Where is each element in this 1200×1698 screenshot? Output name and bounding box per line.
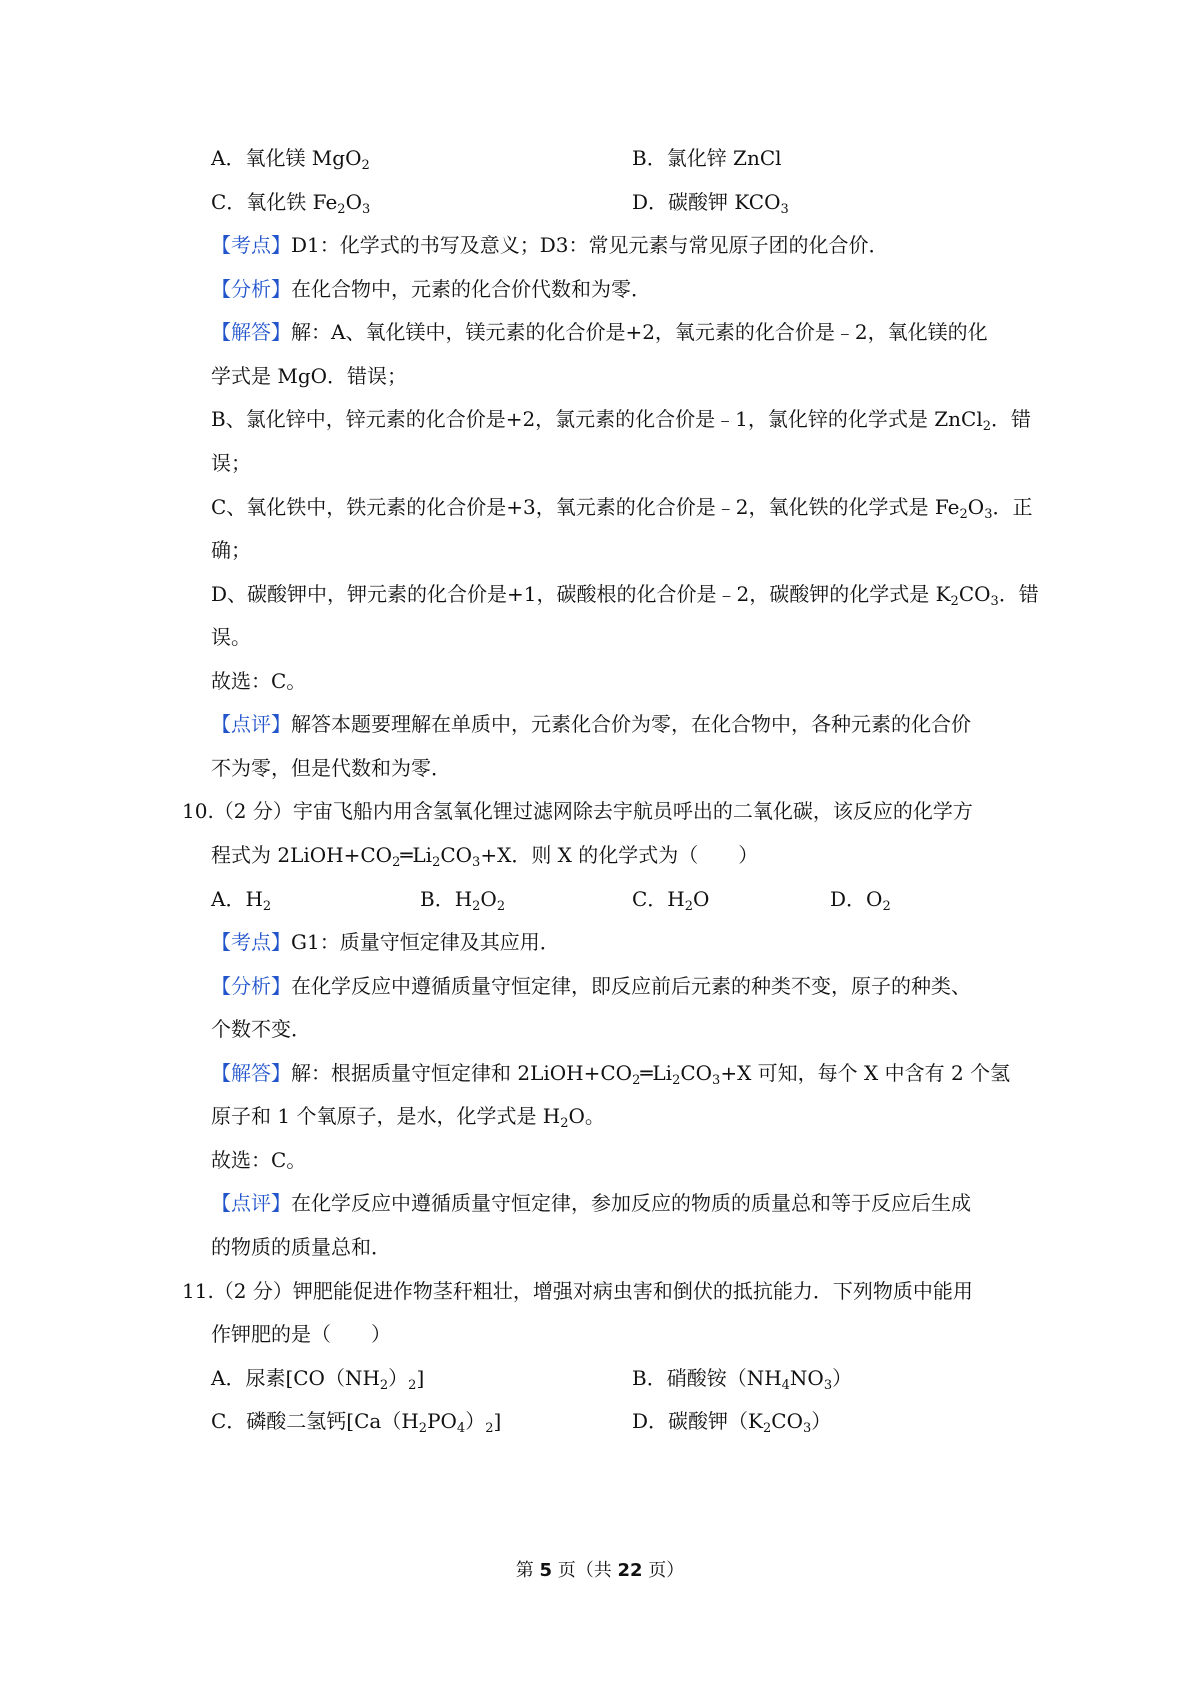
q10-option-b: B．$H_2O_2$ bbox=[420, 887, 506, 914]
q9-jieda-c-line-2: 确； bbox=[211, 538, 251, 562]
q9-dianping-line-2: 不为零，但是代数和为零． bbox=[211, 756, 451, 780]
q9-answer: 故选：C。 bbox=[211, 669, 307, 693]
page-number: 5 bbox=[539, 1560, 552, 1581]
q9-jieda-line-1: 【解答】解：A、氧化镁中，镁元素的化合价是+2，氧元素的化合价是﹣2，氧化镁的化 bbox=[211, 320, 988, 344]
kaodian-tag: 【考点】 bbox=[211, 930, 291, 954]
jieda-tag: 【解答】 bbox=[211, 1061, 291, 1085]
page-footer: 第 5 页（共 22 页） bbox=[515, 1560, 685, 1581]
q10-jieda-line-2: 原子和 1 个氧原子，是水，化学式是 $H_2O$。 bbox=[211, 1104, 605, 1131]
q11-option-d: D．碳酸钾$(K_2CO_3)$ bbox=[632, 1409, 832, 1436]
q9-kaodian: 【考点】D1：化学式的书写及意义；D3：常见元素与常见原子团的化合价． bbox=[211, 233, 889, 257]
q9-option-d: D．碳酸钾 $KCO_3$ bbox=[632, 190, 789, 217]
q11-stem-line-1: 11.（2 分）钾肥能促进作物茎秆粗壮，增强对病虫害和倒伏的抵抗能力．下列物质中能用 bbox=[182, 1279, 973, 1303]
q10-stem-line-1: 10.（2 分）宇宙飞船内用含氢氧化锂过滤网除去宇航员呼出的二氧化碳，该反应的化学方 bbox=[182, 799, 973, 823]
q10-fenxi-line-2: 个数不变． bbox=[211, 1017, 311, 1041]
fenxi-tag: 【分析】 bbox=[211, 974, 291, 998]
q9-option-b: B．氯化锌 ZnCl bbox=[632, 146, 782, 170]
q9-option-c: C．氧化铁 $Fe_2O_3$ bbox=[211, 190, 371, 217]
page-total: 22 bbox=[617, 1560, 643, 1581]
q10-kaodian: 【考点】G1：质量守恒定律及其应用． bbox=[211, 930, 560, 954]
q9-jieda-b-line-2: 误； bbox=[211, 451, 251, 475]
q10-dianping-line-2: 的物质的质量总和． bbox=[211, 1235, 391, 1259]
jieda-tag: 【解答】 bbox=[211, 320, 291, 344]
q10-answer: 故选：C。 bbox=[211, 1148, 307, 1172]
q9-jieda-d-line-1: D、碳酸钾中，钾元素的化合价是+1，碳酸根的化合价是﹣2，碳酸钾的化学式是 $K_2CO_3$．错 bbox=[211, 582, 1039, 609]
fenxi-tag: 【分析】 bbox=[211, 277, 291, 301]
q9-dianping-line-1: 【点评】解答本题要理解在单质中，元素化合价为零，在化合物中，各种元素的化合价 bbox=[211, 712, 971, 736]
q11-option-c: C．磷酸二氢钙$[Ca(H_2PO_4)_2]$ bbox=[211, 1409, 502, 1436]
q9-jieda-d-line-2: 误。 bbox=[211, 625, 251, 649]
q10-dianping-line-1: 【点评】在化学反应中遵循质量守恒定律，参加反应的物质的质量总和等于反应后生成 bbox=[211, 1191, 971, 1215]
q9-jieda-c-line-1: C、氧化铁中，铁元素的化合价是+3，氧元素的化合价是﹣2，氧化铁的化学式是 $Fe_2O_3$．正 bbox=[211, 495, 1033, 522]
dianping-tag: 【点评】 bbox=[211, 712, 291, 736]
q10-option-c: C．$H_2O$ bbox=[632, 887, 710, 914]
q10-fenxi-line-1: 【分析】在化学反应中遵循质量守恒定律，即反应前后元素的种类不变，原子的种类、 bbox=[211, 974, 971, 998]
q10-stem-line-2: 程式为 $2LiOH+CO_2═Li_2CO_3+X$．则 X 的化学式为（ ） bbox=[211, 843, 759, 870]
q10-option-d: D．$O_2$ bbox=[830, 887, 891, 914]
kaodian-tag: 【考点】 bbox=[211, 233, 291, 257]
q9-fenxi: 【分析】在化合物中，元素的化合价代数和为零． bbox=[211, 277, 651, 301]
q10-jieda-line-1: 【解答】解：根据质量守恒定律和 $2LiOH+CO_2═Li_2CO_3+X$ 可知，每个 X 中含有 2 个氢 bbox=[211, 1061, 1011, 1088]
q11-option-b: B．硝酸铵$(NH_4NO_3)$ bbox=[632, 1366, 853, 1393]
q9-jieda-b-line-1: B、氯化锌中，锌元素的化合价是+2，氯元素的化合价是﹣1，氯化锌的化学式是 ZnCl$_2$．错 bbox=[211, 407, 1032, 434]
q10-option-a: A．$H_2$ bbox=[211, 887, 272, 914]
q11-stem-line-2: 作钾肥的是（ ） bbox=[211, 1322, 391, 1346]
dianping-tag: 【点评】 bbox=[211, 1191, 291, 1215]
q9-option-a: A．氧化镁 MgO$_2$ bbox=[211, 146, 370, 173]
q11-option-a: A．尿素$[CO(NH_2)_2]$ bbox=[211, 1366, 425, 1393]
q9-jieda-line-2: 学式是 MgO．错误； bbox=[211, 364, 408, 388]
